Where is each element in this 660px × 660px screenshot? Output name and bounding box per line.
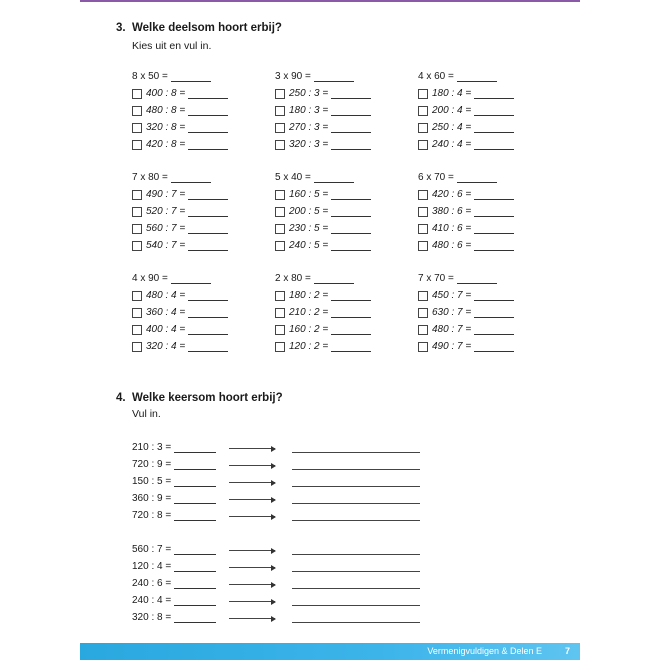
answer-line[interactable]	[474, 342, 514, 352]
division-option	[418, 341, 514, 352]
division-text: 480 : 7 =	[432, 324, 472, 335]
division-text: 320 : 3 =	[289, 139, 329, 150]
division-option	[275, 206, 371, 217]
keersom-row	[132, 442, 432, 454]
arrow-right-icon	[229, 448, 275, 449]
multiplication-prompt	[132, 273, 211, 284]
division-option	[132, 324, 228, 335]
answer-line[interactable]	[188, 342, 228, 352]
division-option	[275, 341, 371, 352]
answer-line[interactable]	[474, 224, 514, 234]
division-prompt	[132, 510, 216, 521]
answer-line[interactable]	[331, 308, 371, 318]
option-checkbox[interactable]	[275, 308, 285, 318]
answer-line[interactable]	[174, 443, 216, 453]
option-checkbox[interactable]	[418, 224, 428, 234]
keersom-row	[132, 544, 432, 556]
division-text: 480 : 4 =	[146, 290, 186, 301]
option-checkbox[interactable]	[418, 190, 428, 200]
division-prompt	[132, 544, 216, 555]
exercise-4-title-text: Welke keersom hoort erbij?	[132, 392, 283, 404]
answer-line[interactable]	[174, 579, 216, 589]
division-option	[132, 206, 228, 217]
option-checkbox[interactable]	[418, 140, 428, 150]
option-checkbox[interactable]	[132, 325, 142, 335]
option-checkbox[interactable]	[132, 291, 142, 301]
arrow-right-icon	[229, 499, 275, 500]
option-checkbox[interactable]	[418, 308, 428, 318]
division-option	[275, 105, 371, 116]
division-option	[418, 206, 514, 217]
answer-line[interactable]	[171, 173, 211, 183]
multiplication-text: 7 x 80 =	[132, 172, 168, 183]
division-text: 410 : 6 =	[432, 223, 472, 234]
division-text: 180 : 3 =	[289, 105, 329, 116]
option-checkbox[interactable]	[275, 241, 285, 251]
division-text: 240 : 5 =	[289, 240, 329, 251]
arrow-right-icon	[229, 618, 275, 619]
division-text: 230 : 5 =	[289, 223, 329, 234]
exercise-3-title-text: Welke deelsom hoort erbij?	[132, 22, 282, 34]
option-checkbox[interactable]	[132, 224, 142, 234]
division-option	[132, 307, 228, 318]
answer-line[interactable]	[174, 613, 216, 623]
answer-line[interactable]	[188, 207, 228, 217]
arrow-right-icon	[229, 550, 275, 551]
keersom-row	[132, 459, 432, 471]
keersom-row	[132, 595, 432, 607]
answer-line[interactable]	[331, 224, 371, 234]
division-option	[132, 189, 228, 200]
option-checkbox[interactable]	[132, 342, 142, 352]
footer-bar	[80, 643, 580, 660]
answer-line[interactable]	[188, 106, 228, 116]
division-prompt	[132, 578, 216, 589]
answer-line[interactable]	[171, 72, 211, 82]
division-option	[275, 189, 371, 200]
keersom-row	[132, 510, 432, 522]
answer-line[interactable]	[474, 140, 514, 150]
answer-line[interactable]	[474, 308, 514, 318]
option-checkbox[interactable]	[418, 241, 428, 251]
answer-line[interactable]	[474, 325, 514, 335]
division-text: 360 : 9 =	[132, 493, 172, 504]
answer-line[interactable]	[314, 274, 354, 284]
answer-line[interactable]	[188, 140, 228, 150]
option-checkbox[interactable]	[275, 140, 285, 150]
division-text: 490 : 7 =	[146, 189, 186, 200]
keersom-row	[132, 476, 432, 488]
division-text: 400 : 4 =	[146, 324, 186, 335]
division-text: 200 : 4 =	[432, 105, 472, 116]
answer-line[interactable]	[188, 123, 228, 133]
multiplication-answer-line[interactable]	[292, 510, 420, 521]
exercise-4-number: 4.	[116, 392, 126, 404]
multiplication-prompt	[275, 172, 354, 183]
division-option	[418, 290, 514, 301]
multiplication-text: 4 x 60 =	[418, 71, 454, 82]
option-checkbox[interactable]	[418, 325, 428, 335]
division-text: 250 : 4 =	[432, 122, 472, 133]
division-option	[418, 223, 514, 234]
division-text: 720 : 8 =	[132, 510, 172, 521]
division-prompt	[132, 595, 216, 606]
division-option	[132, 122, 228, 133]
arrow-right-icon	[229, 482, 275, 483]
division-text: 490 : 7 =	[432, 341, 472, 352]
division-option	[418, 189, 514, 200]
option-checkbox[interactable]	[132, 207, 142, 217]
answer-line[interactable]	[188, 308, 228, 318]
arrow-right-icon	[229, 465, 275, 466]
multiplication-prompt	[418, 71, 497, 82]
division-option	[418, 105, 514, 116]
division-text: 480 : 8 =	[146, 105, 186, 116]
arrow-right-icon	[229, 516, 275, 517]
answer-line[interactable]	[331, 342, 371, 352]
option-checkbox[interactable]	[275, 89, 285, 99]
option-checkbox[interactable]	[275, 224, 285, 234]
division-text: 480 : 6 =	[432, 240, 472, 251]
answer-line[interactable]	[457, 274, 497, 284]
option-checkbox[interactable]	[275, 207, 285, 217]
multiplication-answer-line[interactable]	[292, 561, 420, 572]
answer-line[interactable]	[174, 562, 216, 572]
division-text: 360 : 4 =	[146, 307, 186, 318]
division-option	[132, 223, 228, 234]
multiplication-text: 7 x 70 =	[418, 273, 454, 284]
division-text: 200 : 5 =	[289, 206, 329, 217]
division-prompt	[132, 442, 216, 453]
division-option	[132, 290, 228, 301]
division-text: 560 : 7 =	[132, 544, 172, 555]
answer-line[interactable]	[474, 89, 514, 99]
multiplication-answer-line[interactable]	[292, 612, 420, 623]
division-option	[418, 88, 514, 99]
multiplication-answer-line[interactable]	[292, 442, 420, 453]
answer-line[interactable]	[188, 325, 228, 335]
footer-title: Vermenigvuldigen & Delen E	[427, 646, 542, 656]
answer-line[interactable]	[474, 207, 514, 217]
answer-line[interactable]	[457, 173, 497, 183]
answer-line[interactable]	[314, 173, 354, 183]
option-checkbox[interactable]	[275, 123, 285, 133]
answer-line[interactable]	[188, 89, 228, 99]
division-prompt	[132, 561, 216, 572]
answer-line[interactable]	[314, 72, 354, 82]
division-text: 320 : 8 =	[132, 612, 172, 623]
multiplication-answer-line[interactable]	[292, 459, 420, 470]
option-checkbox[interactable]	[132, 106, 142, 116]
page-number: 7	[564, 646, 570, 656]
answer-line[interactable]	[331, 123, 371, 133]
multiplication-answer-line[interactable]	[292, 595, 420, 606]
multiplication-text: 2 x 80 =	[275, 273, 311, 284]
top-accent-strip	[80, 0, 580, 2]
option-checkbox[interactable]	[275, 325, 285, 335]
answer-line[interactable]	[174, 494, 216, 504]
division-option	[132, 341, 228, 352]
division-option	[418, 307, 514, 318]
keersom-row	[132, 493, 432, 505]
answer-line[interactable]	[188, 241, 228, 251]
division-text: 160 : 2 =	[289, 324, 329, 335]
answer-line[interactable]	[331, 241, 371, 251]
division-text: 250 : 3 =	[289, 88, 329, 99]
option-checkbox[interactable]	[275, 291, 285, 301]
division-text: 240 : 6 =	[132, 578, 172, 589]
answer-line[interactable]	[474, 241, 514, 251]
multiplication-text: 8 x 50 =	[132, 71, 168, 82]
exercise-4-instruction: Vul in.	[132, 408, 161, 420]
division-prompt	[132, 459, 216, 470]
division-text: 540 : 7 =	[146, 240, 186, 251]
division-text: 270 : 3 =	[289, 122, 329, 133]
keersom-row	[132, 612, 432, 624]
exercise-3-number: 3.	[116, 22, 126, 34]
multiplication-text: 6 x 70 =	[418, 172, 454, 183]
answer-line[interactable]	[331, 140, 371, 150]
division-option	[132, 88, 228, 99]
answer-line[interactable]	[331, 207, 371, 217]
answer-line[interactable]	[174, 477, 216, 487]
option-checkbox[interactable]	[275, 342, 285, 352]
multiplication-prompt	[132, 172, 211, 183]
answer-line[interactable]	[188, 190, 228, 200]
division-text: 120 : 2 =	[289, 341, 329, 352]
option-checkbox[interactable]	[132, 89, 142, 99]
division-text: 180 : 2 =	[289, 290, 329, 301]
division-option	[418, 240, 514, 251]
division-option	[418, 122, 514, 133]
exercise-3-instruction: Kies uit en vul in.	[132, 40, 212, 52]
division-option	[275, 290, 371, 301]
answer-line[interactable]	[174, 511, 216, 521]
option-checkbox[interactable]	[418, 291, 428, 301]
division-text: 520 : 7 =	[146, 206, 186, 217]
division-text: 240 : 4 =	[132, 595, 172, 606]
option-checkbox[interactable]	[418, 106, 428, 116]
arrow-right-icon	[229, 601, 275, 602]
division-option	[275, 223, 371, 234]
division-option	[132, 105, 228, 116]
division-option	[275, 324, 371, 335]
option-checkbox[interactable]	[275, 190, 285, 200]
division-text: 420 : 8 =	[146, 139, 186, 150]
multiplication-answer-line[interactable]	[292, 544, 420, 555]
division-text: 420 : 6 =	[432, 189, 472, 200]
answer-line[interactable]	[457, 72, 497, 82]
division-text: 630 : 7 =	[432, 307, 472, 318]
multiplication-answer-line[interactable]	[292, 493, 420, 504]
answer-line[interactable]	[174, 460, 216, 470]
answer-line[interactable]	[474, 106, 514, 116]
division-text: 450 : 7 =	[432, 290, 472, 301]
answer-line[interactable]	[331, 291, 371, 301]
division-text: 210 : 3 =	[132, 442, 172, 453]
division-text: 160 : 5 =	[289, 189, 329, 200]
answer-line[interactable]	[174, 545, 216, 555]
division-option	[275, 307, 371, 318]
keersom-row	[132, 561, 432, 573]
division-text: 400 : 8 =	[146, 88, 186, 99]
division-text: 210 : 2 =	[289, 307, 329, 318]
option-checkbox[interactable]	[132, 123, 142, 133]
answer-line[interactable]	[474, 123, 514, 133]
answer-line[interactable]	[331, 325, 371, 335]
division-prompt	[132, 493, 216, 504]
option-checkbox[interactable]	[418, 123, 428, 133]
division-text: 720 : 9 =	[132, 459, 172, 470]
option-checkbox[interactable]	[418, 342, 428, 352]
division-text: 240 : 4 =	[432, 139, 472, 150]
division-text: 380 : 6 =	[432, 206, 472, 217]
option-checkbox[interactable]	[132, 308, 142, 318]
division-text: 560 : 7 =	[146, 223, 186, 234]
answer-line[interactable]	[331, 89, 371, 99]
multiplication-text: 4 x 90 =	[132, 273, 168, 284]
division-option	[418, 139, 514, 150]
multiplication-prompt	[418, 172, 497, 183]
multiplication-text: 3 x 90 =	[275, 71, 311, 82]
division-text: 180 : 4 =	[432, 88, 472, 99]
option-checkbox[interactable]	[275, 106, 285, 116]
answer-line[interactable]	[474, 190, 514, 200]
division-option	[275, 240, 371, 251]
option-checkbox[interactable]	[132, 140, 142, 150]
division-option	[418, 324, 514, 335]
division-option	[275, 88, 371, 99]
division-option	[132, 240, 228, 251]
division-prompt	[132, 476, 216, 487]
answer-line[interactable]	[474, 291, 514, 301]
option-checkbox[interactable]	[132, 190, 142, 200]
exercise-3-title	[116, 22, 282, 34]
answer-line[interactable]	[188, 291, 228, 301]
division-option	[275, 139, 371, 150]
multiplication-answer-line[interactable]	[292, 578, 420, 589]
multiplication-answer-line[interactable]	[292, 476, 420, 487]
answer-line[interactable]	[171, 274, 211, 284]
option-checkbox[interactable]	[418, 207, 428, 217]
division-text: 320 : 8 =	[146, 122, 186, 133]
division-prompt	[132, 612, 216, 623]
multiplication-text: 5 x 40 =	[275, 172, 311, 183]
option-checkbox[interactable]	[132, 241, 142, 251]
answer-line[interactable]	[188, 224, 228, 234]
division-text: 120 : 4 =	[132, 561, 172, 572]
answer-line[interactable]	[331, 106, 371, 116]
multiplication-prompt	[418, 273, 497, 284]
multiplication-prompt	[275, 71, 354, 82]
keersom-row	[132, 578, 432, 590]
arrow-right-icon	[229, 567, 275, 568]
division-text: 150 : 5 =	[132, 476, 172, 487]
answer-line[interactable]	[174, 596, 216, 606]
option-checkbox[interactable]	[418, 89, 428, 99]
arrow-right-icon	[229, 584, 275, 585]
multiplication-prompt	[275, 273, 354, 284]
division-option	[275, 122, 371, 133]
exercise-4-title	[116, 392, 283, 404]
multiplication-prompt	[132, 71, 211, 82]
division-option	[132, 139, 228, 150]
answer-line[interactable]	[331, 190, 371, 200]
division-text: 320 : 4 =	[146, 341, 186, 352]
